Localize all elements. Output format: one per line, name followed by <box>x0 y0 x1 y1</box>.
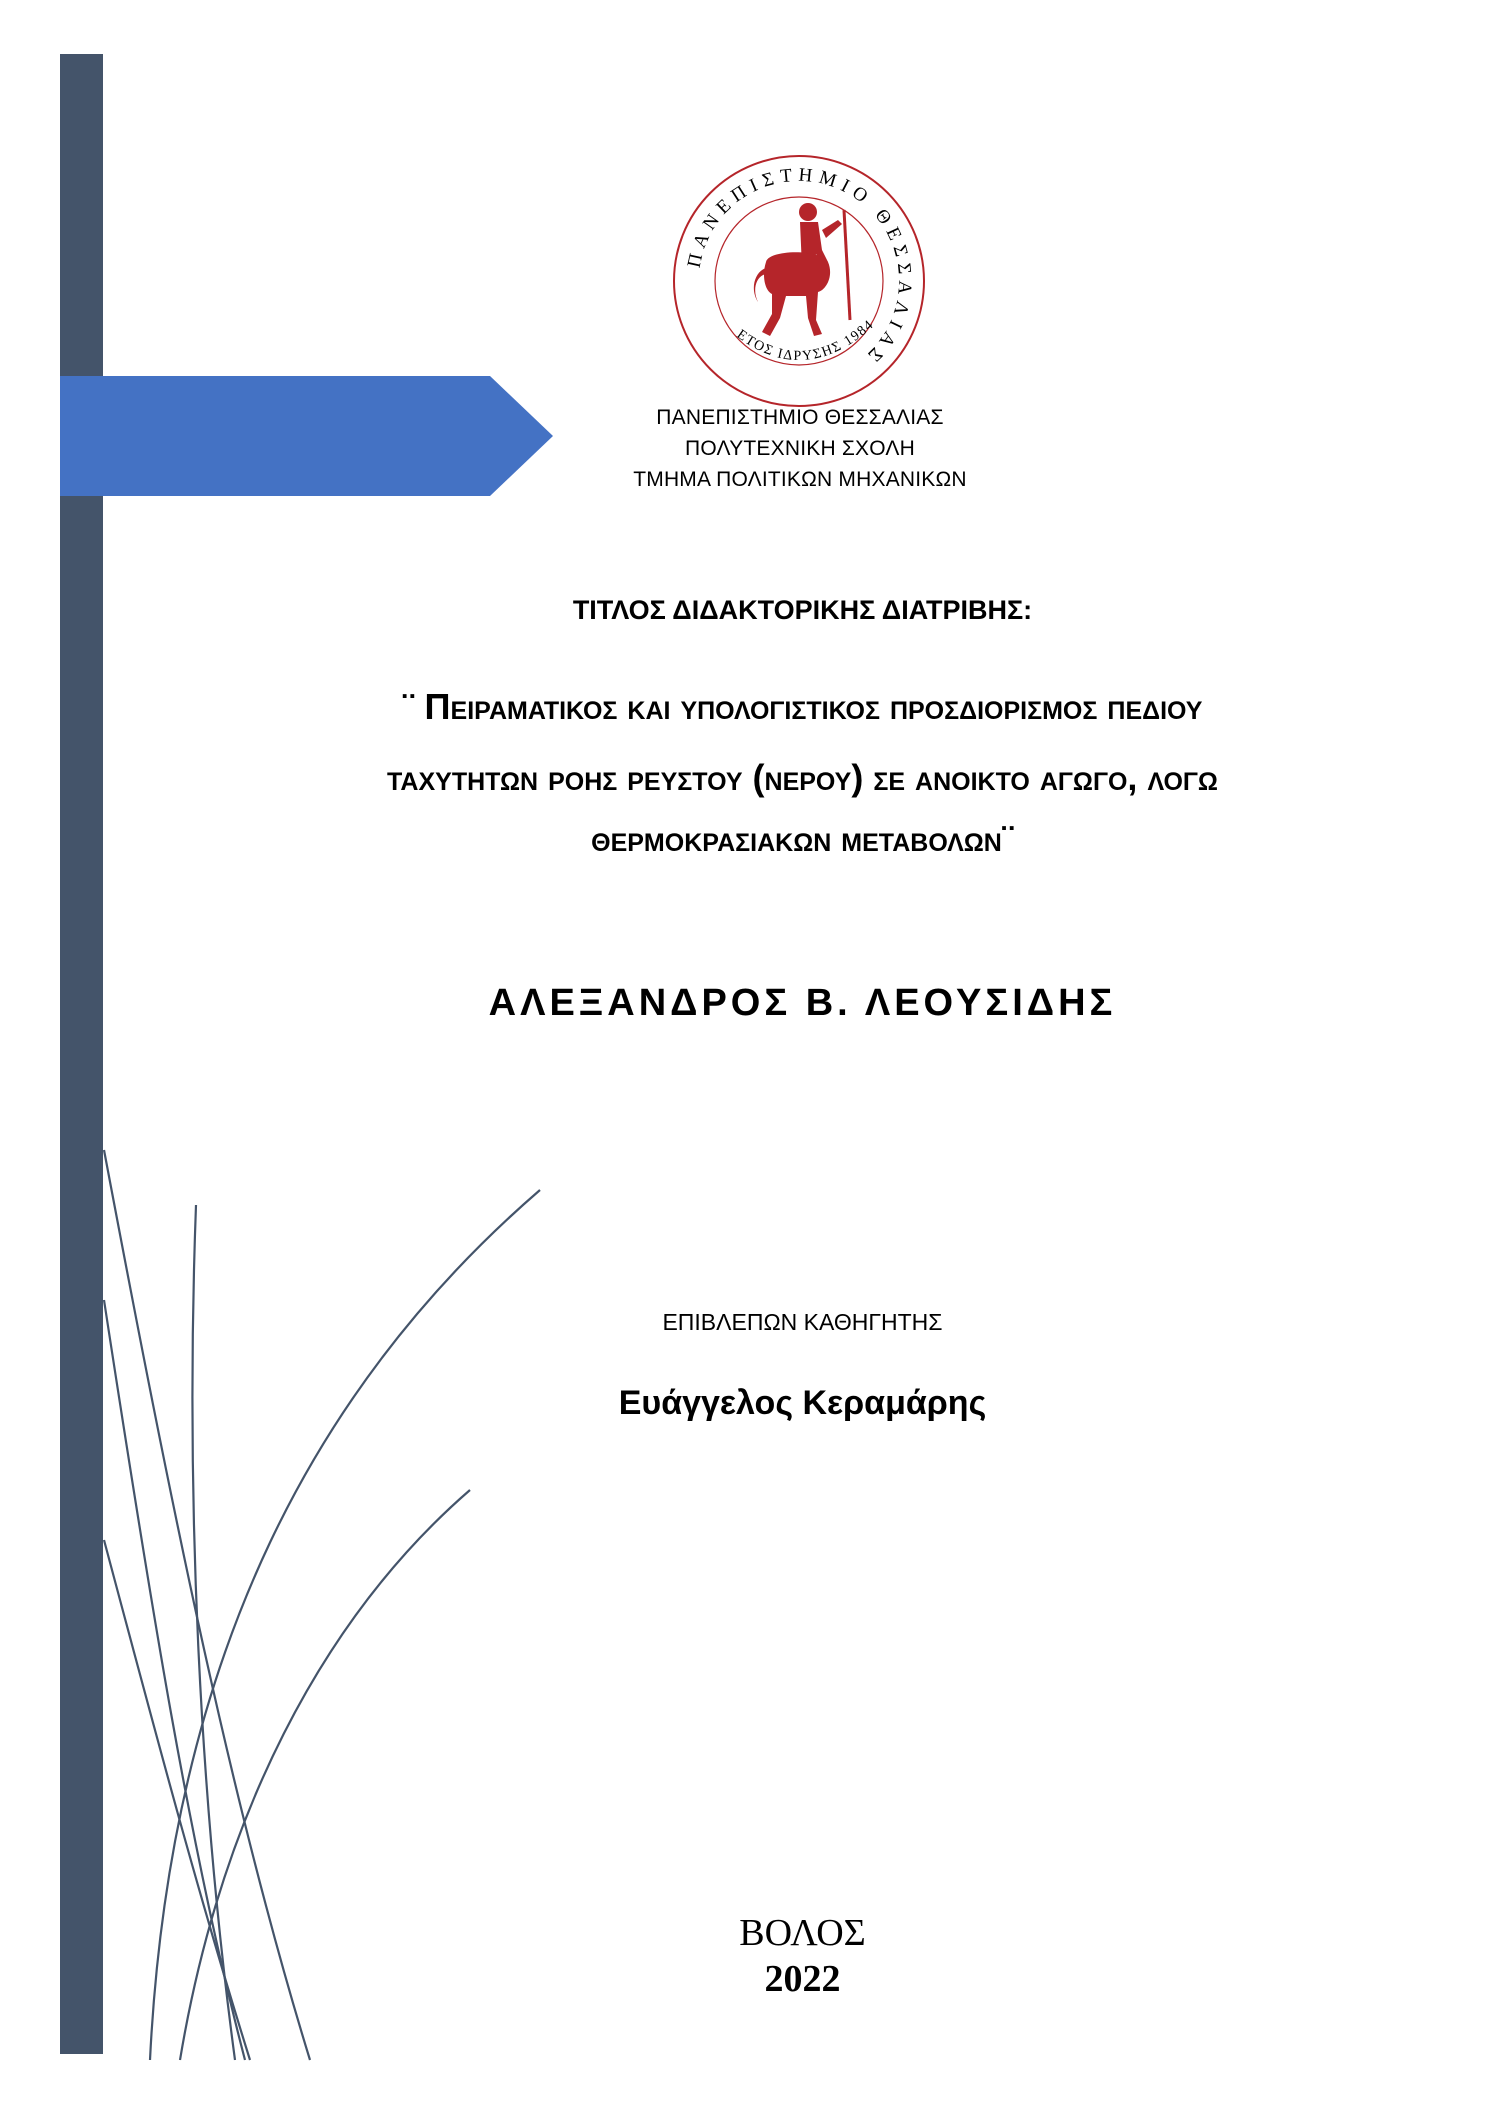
thesis-label: ΤΙΤΛΟΣ ΔΙΔΑΚΤΟΡΙΚΗΣ ΔΙΑΤΡΙΒΗΣ: <box>572 595 1033 625</box>
supervisor-label: ΕΠΙΒΛΕΠΩΝ ΚΑΘΗΓΗΤΗΣ <box>662 1309 943 1335</box>
thesis-title-line-2: ταχυτητων ροης ρευστου (νερου) σε ανοικτο αγωγο, λογω <box>387 757 1218 798</box>
logo-ring-text: ΠΑΝΕΠΙΣΤΗΜΙΟ ΘΕΣΣΑΛΙΑΣ <box>683 164 916 370</box>
centaur-emblem <box>754 203 842 336</box>
place: ΒΟΛΟΣ <box>739 1912 866 1954</box>
university-logo <box>668 150 930 412</box>
author-name: ΑΛΕΞΑΝΔΡΟΣ Β. ΛΕΟΥΣΙΔΗΣ <box>488 982 1117 1024</box>
supervisor-name: Ευάγγελος Κεραμάρης <box>618 1384 987 1422</box>
school-name: ΠΟΛΥΤΕΧΝΙΚΗ ΣΧΟΛΗ <box>685 437 915 460</box>
university-name: ΠΑΝΕΠΙΣΤΗΜΙΟ ΘΕΣΣΑΛΙΑΣ <box>656 406 944 429</box>
year: 2022 <box>764 1958 841 2000</box>
logo-bottom-text: ΕΤΟΣ ΙΔΡΥΣΗΣ 1984 <box>733 317 878 365</box>
svg-text:ΕΤΟΣ ΙΔΡΥΣΗΣ 1984 <box>734 317 877 364</box>
department-name: ΤΜΗΜΑ ΠΟΛΙΤΙΚΩΝ ΜΗΧΑΝΙΚΩΝ <box>633 468 967 491</box>
thesis-title-line-1: ¨ Πειραματικος και υπολογιστικος προσδιορισμος πεδιου <box>402 686 1203 727</box>
thesis-title-line-3: θερμοκρασιακων μεταβολων¨ <box>591 818 1014 859</box>
